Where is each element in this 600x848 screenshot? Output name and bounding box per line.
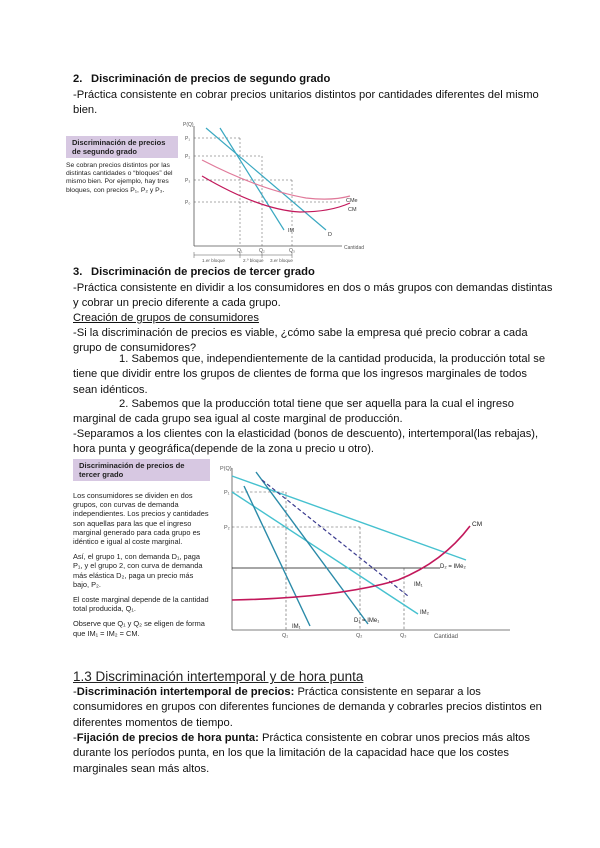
figure2-axis-x-label: Cantidad [434,634,459,640]
figure1-block2: 2.º bloque [243,258,264,263]
section2-title: Discriminación de precios de segundo grado [91,73,331,85]
figure2-para4: Observe que Q₁ y Q₂ se eligen de forma que IM₁ = IM₂ = CM. [73,619,205,638]
section13-peak-label: Fijación de precios de hora punta: [76,732,259,744]
figure2-textbox [73,459,210,638]
section13-title: 1.3 Discriminación intertemporal y de hora punta [73,669,364,684]
figure1-demand-curve [206,128,326,230]
figure2-guides [232,492,404,630]
figure1-label-im: IM [288,228,295,234]
figure1-xtick-q2: Q₂ [259,248,265,254]
figure1-ytick-p0: P₀ [185,200,191,206]
figure1-guides [194,138,340,246]
figure2-chart [218,462,530,644]
figure2-para3: El coste marginal depende de la cantidad total producida, Q₁. [73,595,209,614]
figure1-axis-x-label: Cantidad [344,245,365,251]
figure2-label-im1: IM₁ [292,624,301,630]
figure2-xtick-q1: Q₁ [282,633,289,639]
section3-subheading: Creación de grupos de consumidores [73,312,259,324]
figure2-xtick-q2: Q₂ [356,633,363,639]
section2-definition: -Práctica consistente en cobrar precios unitarios distintos por cantidades diferentes del mismo bien. [73,89,539,117]
figure2-para1: Los consumidores se dividen en dos grupos, con curvas de demanda independientes. Los precios y cantidades son aquellas para las que el ingreso marginal generado para cada grupo es idéntico e igual al coste marginal. [73,491,209,547]
figure1-ytick-p3: P₃ [185,178,191,184]
figure2-para2: Así, el grupo 1, con demanda D₁, paga P₁, y el grupo 2, con curva de demanda más elástica D₂, paga un precio más bajo, P₂. [73,552,203,589]
section3-heading: 3. Discriminación de precios de tercer grado [73,266,315,278]
figure2-label-d1: D₁ = IMe₁ [354,618,380,624]
figure1-label-cme: CMe [346,198,358,204]
section13-intertemporal: -Discriminación intertemporal de precios: Práctica consistente en separar a los consumidores en grupos con diferentes funciones de demanda y cobrarles precios distintos en diferentes momentos de tiempo. [73,686,542,729]
figure2-label-cm: CM [472,521,483,528]
section13-intertemporal-label: Discriminación intertemporal de precios: [76,686,295,698]
figure2-label-imt: IM₁ [414,582,423,588]
section3-title: Discriminación de precios de tercer grado [91,266,315,278]
section13-intertemporal-text: Práctica consistente en separar a los consumidores en grupos con diferentes funciones de demanda y cobrarles precios distintos en diferentes momentos de tiempo. [73,686,542,729]
figure2-ytick-p2: P₂ [224,525,230,531]
figure2-axis-y-label: P(Q) [220,466,232,472]
figure2-ytick-p1: P₁ [224,490,230,496]
figure1-block3: 3.er bloque [270,258,293,263]
section2-heading: 2. Discriminación de precios de segundo grado [73,73,331,85]
section3-separation: -Separamos a los clientes con la elasticidad (bonos de descuento), intertemporal(las rebajas), hora punta y geográfica(depende de la zona u precio u otro). [73,428,539,456]
figure1-cm-curve [202,176,350,212]
figure1-box-title: Discriminación de precios de segundo grado [66,136,178,158]
figure1-xtick-q1: Q₁ [237,248,243,254]
figure1-cme-curve [202,160,350,199]
section13-peak-text: Práctica consistente en cobrar unos precios más altos durante los períodos punta, en los que la limitación de la capacidad hace que los costes marginales sean más altos. [73,732,530,775]
section3-point1: 1. Sabemos que, independientemente de la cantidad producida, la producción total se tiene que dividir entre los grupos de clientes de forma que los ingresos marginales de todos sean idénticos. [73,353,546,396]
figure1-box-text: Se cobran precios distintos por las distintas cantidades o “bloques” del mismo bien. Por ejemplo, hay tres bloques, con precios P₁, P₂ y P₃. [66,162,173,194]
figure1-textbox [66,136,178,195]
figure2-im1-curve [244,486,310,626]
figure1-ytick-p2: P₂ [185,154,191,160]
figure2-box-title: Discriminación de precios de tercer grado [73,459,210,481]
figure2-im2-curve [232,492,418,614]
figure2-label-im2: IM₂ [420,610,429,616]
figure1-ytick-p1: P₁ [185,136,191,142]
section13-peak: -Fijación de precios de hora punta: Práctica consistente en cobrar unos precios más altos durante los períodos punta, en los que la limitación de la capacidad hace que los costes marginales sean más altos. [73,732,530,775]
section3-question: -Si la discriminación de precios es viable, ¿cómo sabe la empresa qué precio cobrar a cada grupo de consumidores? [73,327,528,355]
section3-point2: 2. Sabemos que la producción total tiene que ser aquella para la cual el ingreso marginal de cada grupo sea igual al coste marginal de producción. [73,398,514,426]
figure1-label-cm: CM [348,207,357,213]
figure2-d2-curve [232,476,466,560]
figure1-chart [180,118,365,264]
section3-definition: -Práctica consistente en dividir a los consumidores en dos o más grupos con demandas distintas y cobrar un precio diferente a cada grupo. [73,282,553,310]
figure1-axis-y-label: P(Q) [183,122,194,128]
figure2-xtick-q3: Q₃ [400,633,407,639]
figure1-block1: 1.er bloque [202,258,225,263]
figure1-xtick-q3: Q₃ [289,248,295,254]
figure2-label-d2: D₂ = IMe₂ [440,564,466,570]
figure1-label-d: D [328,232,332,238]
figure1-im-curve [220,128,284,230]
